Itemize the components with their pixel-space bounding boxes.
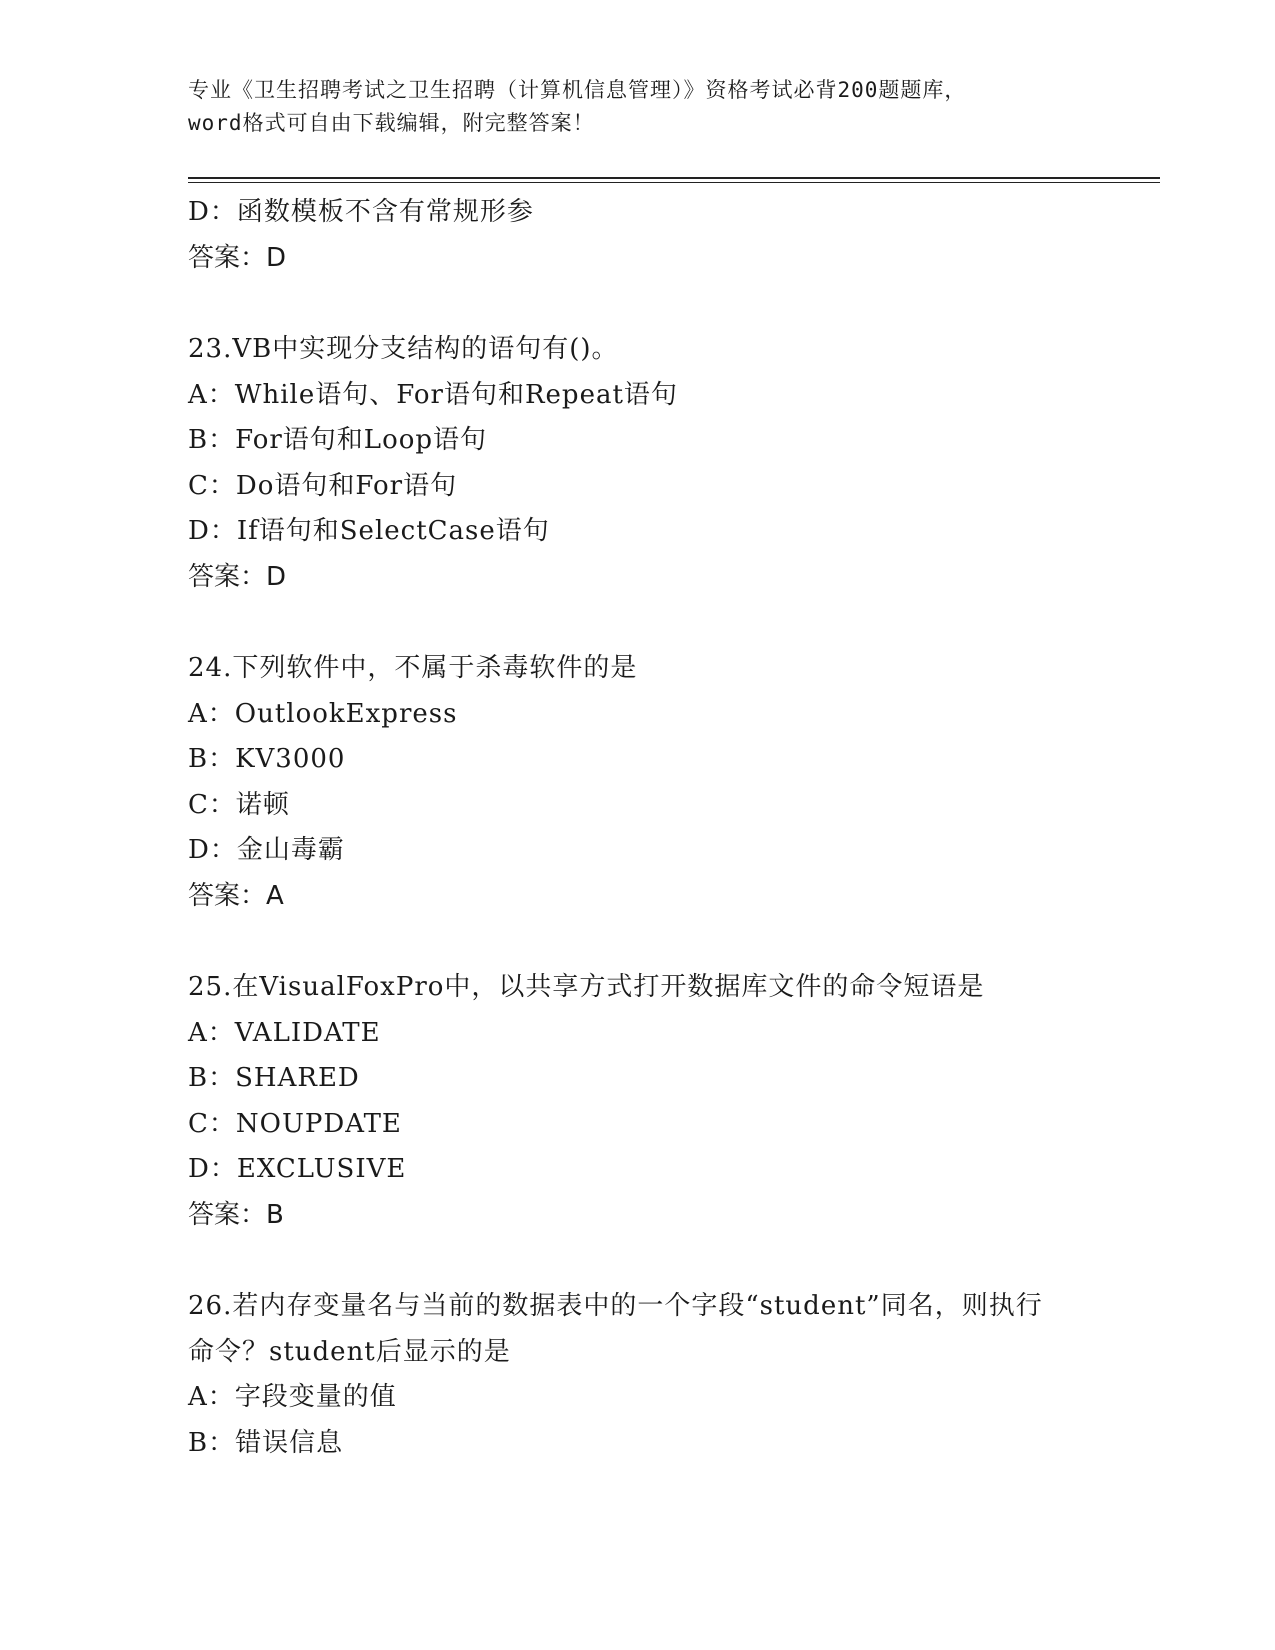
header-line-2: word格式可自由下载编辑，附完整答案！ [188,111,595,135]
question-26 [188,1284,1188,1466]
option-d: D：EXCLUSIVE [188,1154,407,1184]
option-a: A：VALIDATE [188,1017,381,1048]
document-header [188,74,1088,140]
option-b: B：KV3000 [188,744,346,774]
spacer [188,600,1188,646]
option-a: A：While语句、For语句和Repeat语句 [188,379,678,410]
spacer [188,919,1188,965]
option-d: D：If语句和SelectCase语句 [188,516,550,546]
option-c: C：Do语句和For语句 [188,470,458,501]
option-c: C：NOUPDATE [188,1108,402,1139]
question-25 [188,965,1188,1238]
header-rule-thick [188,177,1160,179]
spacer [188,281,1188,327]
option-a: A：OutlookExpress [188,698,458,729]
spacer [188,1238,1188,1284]
option-c: C：诺顿 [188,789,290,820]
option-b: B：错误信息 [188,1427,344,1458]
answer: 答案：A [188,880,284,911]
question-content [188,190,1188,1466]
question-stem: 25.在VisualFoxPro中，以共享方式打开数据库文件的命令短语是 [188,972,985,1002]
prev-answer: 答案：D [188,242,287,273]
option-a: A：字段变量的值 [188,1382,397,1412]
header-rule-thin [188,182,1160,183]
question-stem: 26.若内存变量名与当前的数据表中的一个字段“student”同名，则执行命令？student后显示的是 [188,1291,1043,1367]
question-stem: 23.VB中实现分支结构的语句有()。 [188,334,619,364]
prev-option-d: D：函数模板不含有常规形参 [188,197,534,227]
option-b: B：For语句和Loop语句 [188,425,488,455]
question-stem: 24.下列软件中，不属于杀毒软件的是 [188,653,638,683]
option-b: B：SHARED [188,1063,360,1093]
answer: 答案：D [188,561,287,592]
header-line-1: 专业《卫生招聘考试之卫生招聘（计算机信息管理）》资格考试必背200题题库， [188,78,967,102]
question-23 [188,327,1188,600]
option-d: D：金山毒霸 [188,835,345,865]
question-24 [188,646,1188,919]
answer: 答案：B [188,1199,284,1230]
